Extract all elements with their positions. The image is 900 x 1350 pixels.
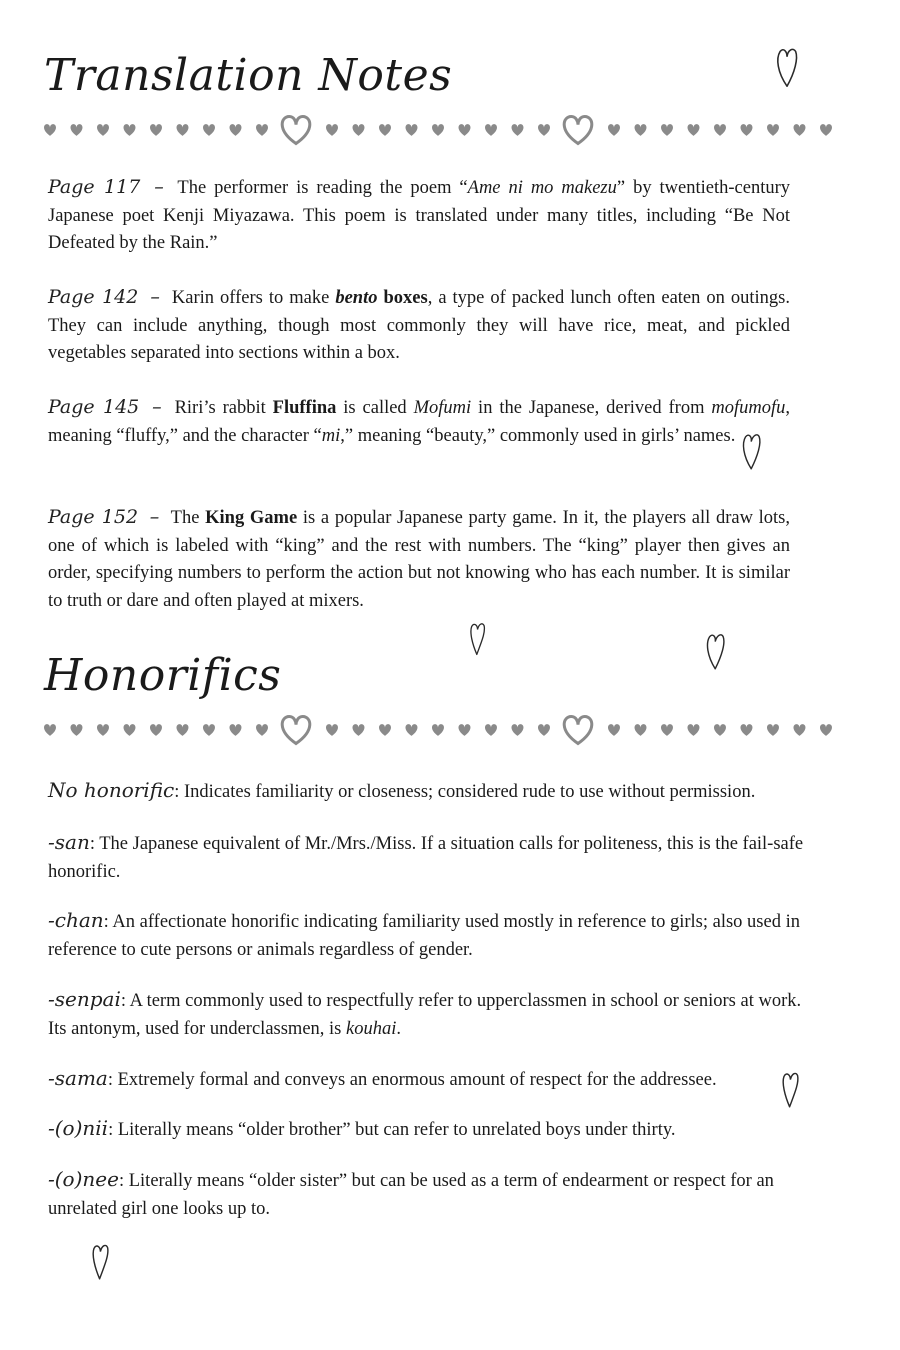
honorific-san: -san: The Japanese equivalent of Mr./Mrs./Miss. If a situation calls for politeness, this is the fail-safe honorific. — [48, 830, 804, 882]
heart-icon — [71, 124, 83, 136]
heart-icon — [353, 724, 365, 736]
honorific-term: -san — [48, 830, 90, 854]
honorific-none: No honorific: Indicates familiarity or closeness; considered rude to use without permission. — [48, 778, 756, 802]
heart-icon — [794, 124, 806, 136]
heart-icon — [767, 124, 779, 136]
honorifics-title: Honorifics — [44, 650, 282, 701]
heart-icon — [538, 724, 550, 736]
heart-icon — [150, 724, 162, 736]
heart-icon — [661, 724, 673, 736]
large-heart-icon — [564, 717, 592, 744]
heart-icon — [379, 124, 391, 136]
large-heart-icon — [282, 117, 310, 144]
heart-icon — [406, 124, 418, 136]
heart-icon — [203, 724, 215, 736]
page-dash: – — [150, 286, 160, 308]
heart-icon — [459, 724, 471, 736]
note-page-152: Page 152 – The King Game is a popular Japanese party game. In it, the players all draw lots, one of which is labeled with “king” and the rest with numbers. The “king” player then gives an order, specifying numbers to perform the action but not knowing who has each number. It is similar to truth or dare and often played at mixers. — [48, 506, 791, 611]
heart-icon — [203, 124, 215, 136]
heart-icon — [820, 124, 832, 136]
page-label: Page 117 — [48, 176, 141, 198]
heart-icon — [512, 724, 524, 736]
page-dash: – — [149, 506, 160, 528]
heart-icon — [230, 724, 242, 736]
heart-icon — [608, 124, 620, 136]
honorific-term: No honorific — [48, 778, 175, 802]
heart-icon — [485, 124, 497, 136]
large-heart-icon — [564, 117, 592, 144]
heart-divider-bottom — [44, 710, 836, 750]
heart-icon — [635, 724, 647, 736]
heart-icon — [485, 724, 497, 736]
heart-icon — [256, 724, 268, 736]
heart-icon — [44, 724, 56, 736]
honorific-sama: -sama: Extremely formal and conveys an enormous amount of respect for the addressee. — [48, 1066, 717, 1090]
heart-icon — [124, 124, 136, 136]
heart-icon — [177, 724, 189, 736]
heart-icon — [406, 724, 418, 736]
heart-icon — [741, 724, 753, 736]
heart-icon — [177, 124, 189, 136]
honorific-term: -sama — [48, 1066, 108, 1090]
heart-icon — [256, 124, 268, 136]
honorific-term: -(o)nii — [48, 1116, 109, 1140]
heart-icon — [44, 124, 56, 136]
heart-icon — [459, 124, 471, 136]
page-dash: – — [154, 176, 164, 198]
heart-doodle-icon — [90, 1238, 114, 1286]
note-page-142: Page 142 – Karin offers to make bento boxes, a type of packed lunch often eaten on outings. They can include anything, though most commonly they will have rice, meat, and pickled vegetables separated into sections within a box. — [48, 286, 791, 363]
honorific-term: -senpai — [48, 987, 121, 1011]
honorific-onee: -(o)nee: Literally means “older sister” but can be used as a term of endearment or respect for an unrelated girl one looks up to. — [48, 1167, 774, 1219]
heart-icon — [820, 724, 832, 736]
heart-icon — [150, 124, 162, 136]
heart-icon — [635, 124, 647, 136]
heart-icon — [353, 124, 365, 136]
heart-icon — [71, 724, 83, 736]
heart-icon — [608, 724, 620, 736]
page-dash: – — [152, 396, 162, 418]
heart-divider-top — [44, 110, 836, 150]
honorific-term: -chan — [48, 908, 104, 932]
translation-notes-title: Translation Notes — [44, 50, 453, 101]
heart-icon — [794, 724, 806, 736]
heart-icon — [432, 124, 444, 136]
heart-doodle-icon — [774, 44, 800, 92]
heart-icon — [688, 724, 700, 736]
page-label: Page 145 — [48, 396, 140, 418]
heart-icon — [714, 124, 726, 136]
heart-icon — [97, 724, 109, 736]
honorific-senpai: -senpai: A term commonly used to respectfully refer to upperclassmen in school or seniors at work. Its antonym, used for underclassmen, is kouhai. — [48, 987, 802, 1039]
heart-icon — [767, 724, 779, 736]
heart-icon — [688, 124, 700, 136]
heart-icon — [230, 124, 242, 136]
honorific-term: -(o)nee — [48, 1167, 119, 1191]
heart-doodle-icon — [780, 1066, 804, 1114]
honorific-onii: -(o)nii: Literally means “older brother” but can refer to unrelated boys under thirty. — [48, 1116, 676, 1140]
honorific-chan: -chan: An affectionate honorific indicating familiarity used mostly in reference to girls; also used in reference to cute persons or animals regardless of gender. — [48, 908, 800, 960]
heart-icon — [326, 724, 338, 736]
heart-icon — [512, 124, 524, 136]
page-label: Page 152 — [48, 506, 139, 528]
note-page-145: Page 145 – Riri’s rabbit Fluffina is called Mofumi in the Japanese, derived from mofumofu, meaning “fluffy,” and the character “mi,” meaning “beauty,” commonly used in girls’ names. — [48, 396, 790, 446]
note-page-117: Page 117 – The performer is reading the poem “Ame ni mo makezu” by twentieth-century Japanese poet Kenji Miyazawa. This poem is translated under many titles, including “Be Not Defeated by the Rain.” — [48, 176, 791, 253]
large-heart-icon — [282, 717, 310, 744]
heart-icon — [379, 724, 391, 736]
heart-icon — [714, 724, 726, 736]
heart-doodle-icon — [740, 428, 764, 476]
heart-icon — [432, 724, 444, 736]
page-label: Page 142 — [48, 286, 139, 308]
heart-doodle-icon — [468, 616, 490, 662]
heart-icon — [538, 124, 550, 136]
heart-icon — [661, 124, 673, 136]
heart-icon — [741, 124, 753, 136]
heart-doodle-icon — [704, 628, 728, 676]
heart-icon — [326, 124, 338, 136]
heart-icon — [97, 124, 109, 136]
heart-icon — [124, 724, 136, 736]
